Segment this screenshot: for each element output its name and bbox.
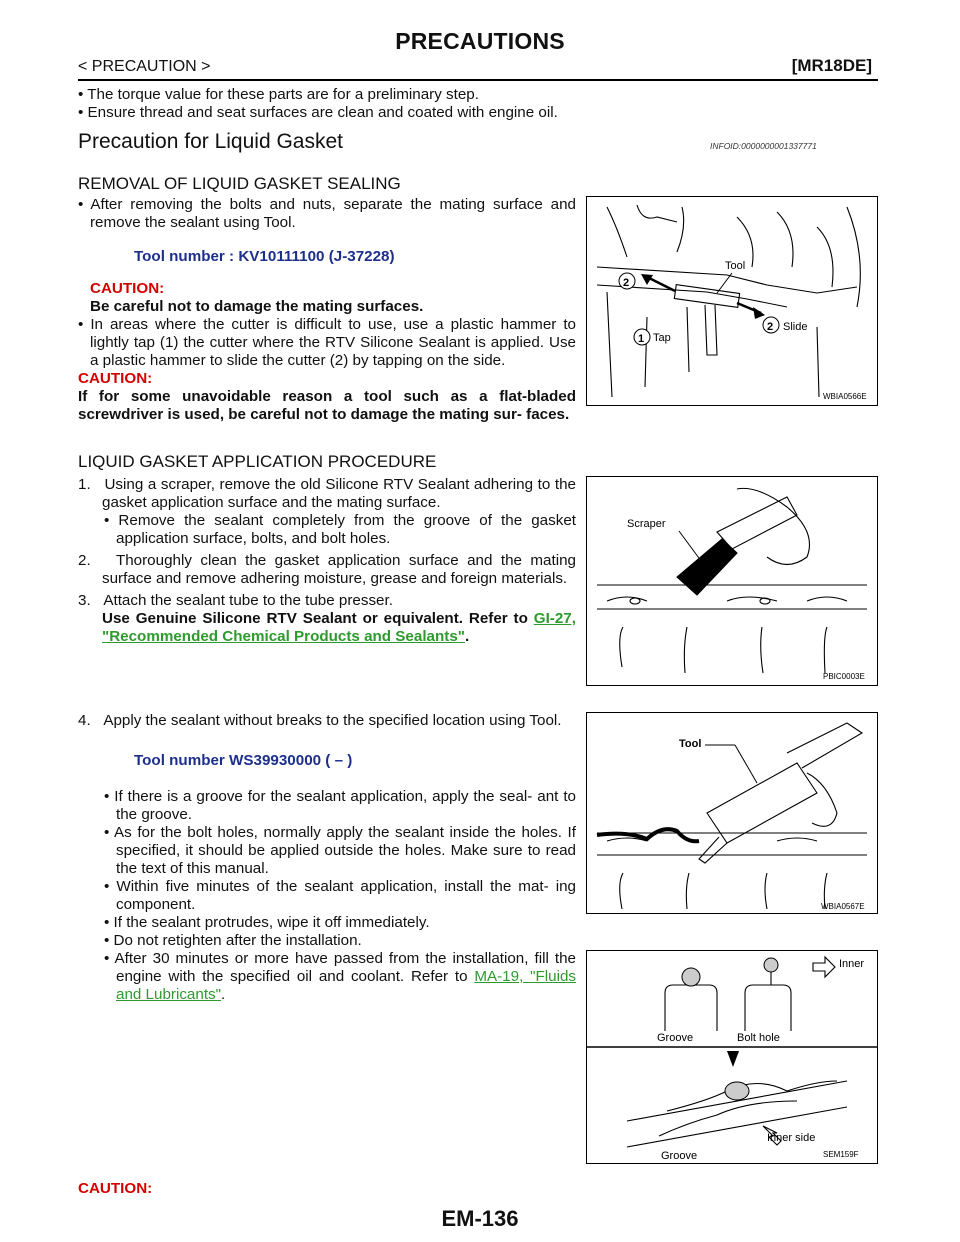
fig3-label-tool: Tool [679, 738, 702, 750]
fig1-label-slide: Slide [783, 321, 808, 333]
header-divider [78, 79, 878, 81]
fig3-caption: WBIA0567E [821, 902, 865, 911]
intro-list [78, 86, 878, 122]
fig1-caption: WBIA0566E [823, 392, 867, 401]
ma19-link[interactable]: MA-19, "Fluids and Lubricants" [116, 968, 576, 1003]
fig4-caption: SEM159F [823, 1150, 859, 1159]
scraper-illustration [587, 477, 877, 685]
bottom-caution: CAUTION: [78, 1180, 153, 1197]
section-breadcrumb: < PRECAUTION > [78, 58, 211, 75]
figure-groove-bolthole [586, 950, 878, 1164]
groove-bolthole-illustration [587, 951, 877, 1163]
step-4-sub-2: • As for the bolt holes, normally apply the sealant inside the holes. If specified, it should be applied outside the holes. Make sure to read the text of this manual. [104, 824, 576, 877]
tool-apply-illustration [587, 713, 877, 913]
application-title: LIQUID GASKET APPLICATION PROCEDURE [78, 452, 437, 471]
step-3-reference: Use Genuine Silicone RTV Sealant or equivalent. Refer to GI-27, "Recommended Chemical Products and Sealants". [102, 610, 576, 645]
step-2: 2. Thoroughly clean the gasket application surface and the mating surface and remove adhering moisture, grease and foreign materials. [78, 552, 576, 587]
removal-caution-1: CAUTION: Be careful not to damage the mating surfaces. [90, 280, 424, 315]
figure-tool-apply [586, 712, 878, 914]
fig4-label-bolt-hole: Bolt hole [737, 1032, 780, 1044]
step-4: 4. Apply the sealant without breaks to the specified location using Tool. [78, 712, 562, 729]
removal-title: REMOVAL OF LIQUID GASKET SEALING [78, 174, 401, 193]
removal-bullet-2: • In areas where the cutter is difficult to use, use a plastic hammer to lightly tap (1) the cutter where the RTV Silicone Sealant is applied. Use a plastic hammer to slide the cutter (2) by tapping on the side. [78, 316, 576, 369]
removal-bullet-1: • After removing the bolts and nuts, separate the mating surface and remove the sealant using Tool. [78, 196, 577, 231]
fig1-number-1: 1 [638, 333, 645, 345]
page-number: EM-136 [441, 1206, 519, 1231]
fig1-number-2a: 2 [623, 277, 630, 289]
application-step-4 [78, 712, 576, 1004]
step-4-sub-1: • If there is a groove for the sealant application, apply the seal- ant to the groove. [104, 788, 576, 823]
intro-bullet-2: • Ensure thread and seat surfaces are clean and coated with engine oil. [78, 104, 558, 121]
removal-caution-2: CAUTION: If for some unavoidable reason a tool such as a flat-bladed screwdriver is used, be careful not to damage the mating sur- faces. [78, 370, 576, 423]
step-1: 1. Using a scraper, remove the old Silicone RTV Sealant adhering to the gasket application surface and the mating surface. [78, 476, 576, 511]
fig4-label-groove-top: Groove [657, 1032, 694, 1044]
tool-tap-slide-illustration [587, 197, 877, 405]
fig1-label-tool: Tool [725, 260, 746, 272]
section-title: Precaution for Liquid Gasket [78, 130, 343, 153]
step-3: 3. Attach the sealant tube to the tube presser. [78, 592, 393, 609]
step-1-sub: • Remove the sealant completely from the groove of the gasket application surface, bolts, and bolt holes. [104, 512, 576, 547]
fig4-label-inner-side: Inner side [767, 1132, 816, 1144]
fig2-caption: PBIC0003E [823, 672, 865, 681]
page-title: PRECAUTIONS [395, 28, 565, 54]
figure-tool-tap-slide [586, 196, 878, 406]
removal-tool-number: Tool number : KV10111100 (J-37228) [134, 248, 395, 265]
fig2-label-scraper: Scraper [627, 518, 666, 530]
gi27-link[interactable]: GI-27, "Recommended Chemical Products and Sealants" [102, 610, 576, 645]
step-4-sub-6: • After 30 minutes or more have passed from the installation, fill the engine with the specified oil and coolant. Refer to MA-19, "Fluids and Lubricants". [104, 950, 576, 1003]
engine-code: [MR18DE] [791, 56, 872, 75]
fig4-label-groove-bottom: Groove [661, 1150, 698, 1162]
step-4-sub-5: • Do not retighten after the installation. [104, 932, 362, 949]
fig1-label-tap: Tap [653, 332, 671, 344]
step-4-sub-4: • If the sealant protrudes, wipe it off immediately. [104, 914, 430, 931]
application-tool-number: Tool number WS39930000 ( – ) [134, 752, 353, 769]
figure-scraper [586, 476, 878, 686]
fig1-number-2b: 2 [767, 321, 774, 333]
info-id: INFOID:0000000001337771 [710, 141, 817, 151]
step-4-sub-3: • Within five minutes of the sealant application, install the mat- ing component. [104, 878, 576, 913]
intro-bullet-1: • The torque value for these parts are for a preliminary step. [78, 86, 479, 103]
application-steps-1-3 [78, 476, 576, 646]
removal-content [78, 196, 576, 424]
fig4-label-inner: Inner [839, 958, 865, 970]
